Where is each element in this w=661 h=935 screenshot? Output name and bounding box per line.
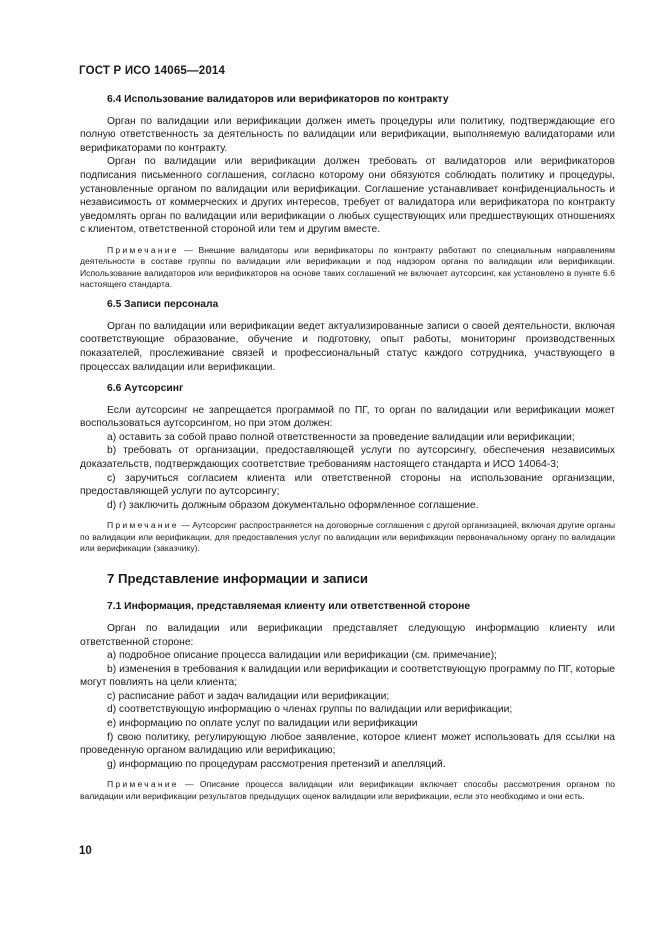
note [80, 779, 615, 802]
list-item: a) оставить за собой право полной ответственности за проведение валидации или верификации; [107, 431, 575, 443]
list-item: e) информацию по оплате услуг по валидации или верификации [107, 718, 418, 730]
section-6-5-title: 6.5 Записи персонала [107, 299, 219, 311]
section-6-4-title: 6.4 Использование валидаторов или верификаторов по контракту [107, 94, 449, 105]
note [80, 245, 615, 290]
document-header: ГОСТ Р ИСО 14065—2014 [79, 65, 226, 77]
note-label: Примечание [107, 779, 179, 790]
note-text: — Описание процесса валидации или верификации включает способы рассмотрения органом по валидации или верификации результатов предыдущих оценок валидации или верификации, если это необходимо и они есть. [80, 779, 615, 801]
list-item: b) изменения в требования к валидации или верификации и соответствующую программу по ПГ, которые могут повлиять на цели клиента; [80, 663, 615, 689]
paragraph: Если аутсорсинг не запрещается программой по ПГ, то орган по валидации или верификации может воспользоваться аутсорсингом, но при этом должен: [80, 404, 615, 430]
note [80, 520, 615, 554]
section-6-6-title: 6.6 Аутсорсинг [107, 383, 184, 395]
paragraph: Орган по валидации или верификации ведет актуализированные записи о своей деятельности, включая соответствующие образование, обучение и подготовку, опыт работы, мониторинг производственных показателей, прослеживание связей и профессиональный статус каждого сотрудника, участвующего в процессах валидации или верификации. [80, 320, 615, 373]
section-7-title: 7 Представление информации и записи [107, 571, 369, 587]
section-7-1-title: 7.1 Информация, представляемая клиенту или ответственной стороне [107, 601, 471, 613]
note-label: Примечание [107, 244, 179, 255]
list-item: d) г) заключить должным образом документально оформленное соглашение. [107, 499, 479, 511]
list-item: b) требовать от организации, предоставляющей услуги по аутсорсингу, обеспечения независимых доказательств, подтверждающих соответствие требованиям настоящего стандарта и ИСО 14064-3; [80, 445, 615, 471]
list-item: d) соответствующую информацию о членах группы по валидации или верификации; [107, 704, 513, 716]
list-item: a) подробное описание процесса валидации или верификации (см. примечание); [107, 650, 497, 662]
paragraph: Орган по валидации или верификации представляет следующую информацию клиенту или ответственной стороне: [80, 622, 615, 648]
note-text: — Аутсорсинг распространяется на договорные соглашения с другой организацией, включая другие органы по валидации или верификации, для предоставления услуг по валидации или верификации первоначальному органу по валидации или верификации (заказчику). [80, 520, 615, 554]
list-item: c) заручиться согласием клиента или ответственной стороны на использование организации, предоставляющей услуги по аутсорсингу; [80, 472, 615, 498]
list-item: f) свою политику, регулирующую любое заявление, которое клиент может использовать для ссылки на проведенную органом валидацию или верификацию; [80, 731, 615, 757]
page-number: 10 [79, 845, 92, 857]
paragraph: Орган по валидации или верификации должен требовать от валидаторов или верификаторов подписания письменного соглашения, согласно которому они обязуются соблюдать политику и процедуры, установленные органом по валидации или верификации. Соглашение устанавливает конфиденциальность и независимость от коммерческих и других интересов, требует от валидатора или верификатора по контракту уведомлять орган по валидации или верификации о любых существующих или предшествующих отношениях с клиентом, ответственной стороной или тем и другим вместе. [80, 156, 615, 236]
paragraph: Орган по валидации или верификации должен иметь процедуры или политику, подтверждающие его полную ответственность за деятельность по валидации или верификации, выполняемую валидаторами или верификаторами по контракту. [80, 115, 615, 154]
document-body [80, 93, 615, 802]
list-item: c) расписание работ и задач валидации или верификации; [107, 690, 390, 702]
note-text: — Внешние валидаторы или верификаторы по контракту работают по специальным направлениям деятельности в составе группы по валидации или верификации и под надзором органа по валидации или верификации. Использование валидаторов или верификаторов на основе таких соглашений не включает аутсорсинг, как установлено в пункте 6.6 настоящего стандарта. [80, 244, 615, 289]
list-item: g) информацию по процедурам рассмотрения претензий и апелляций. [107, 758, 446, 770]
note-label: Примечание [107, 520, 179, 531]
